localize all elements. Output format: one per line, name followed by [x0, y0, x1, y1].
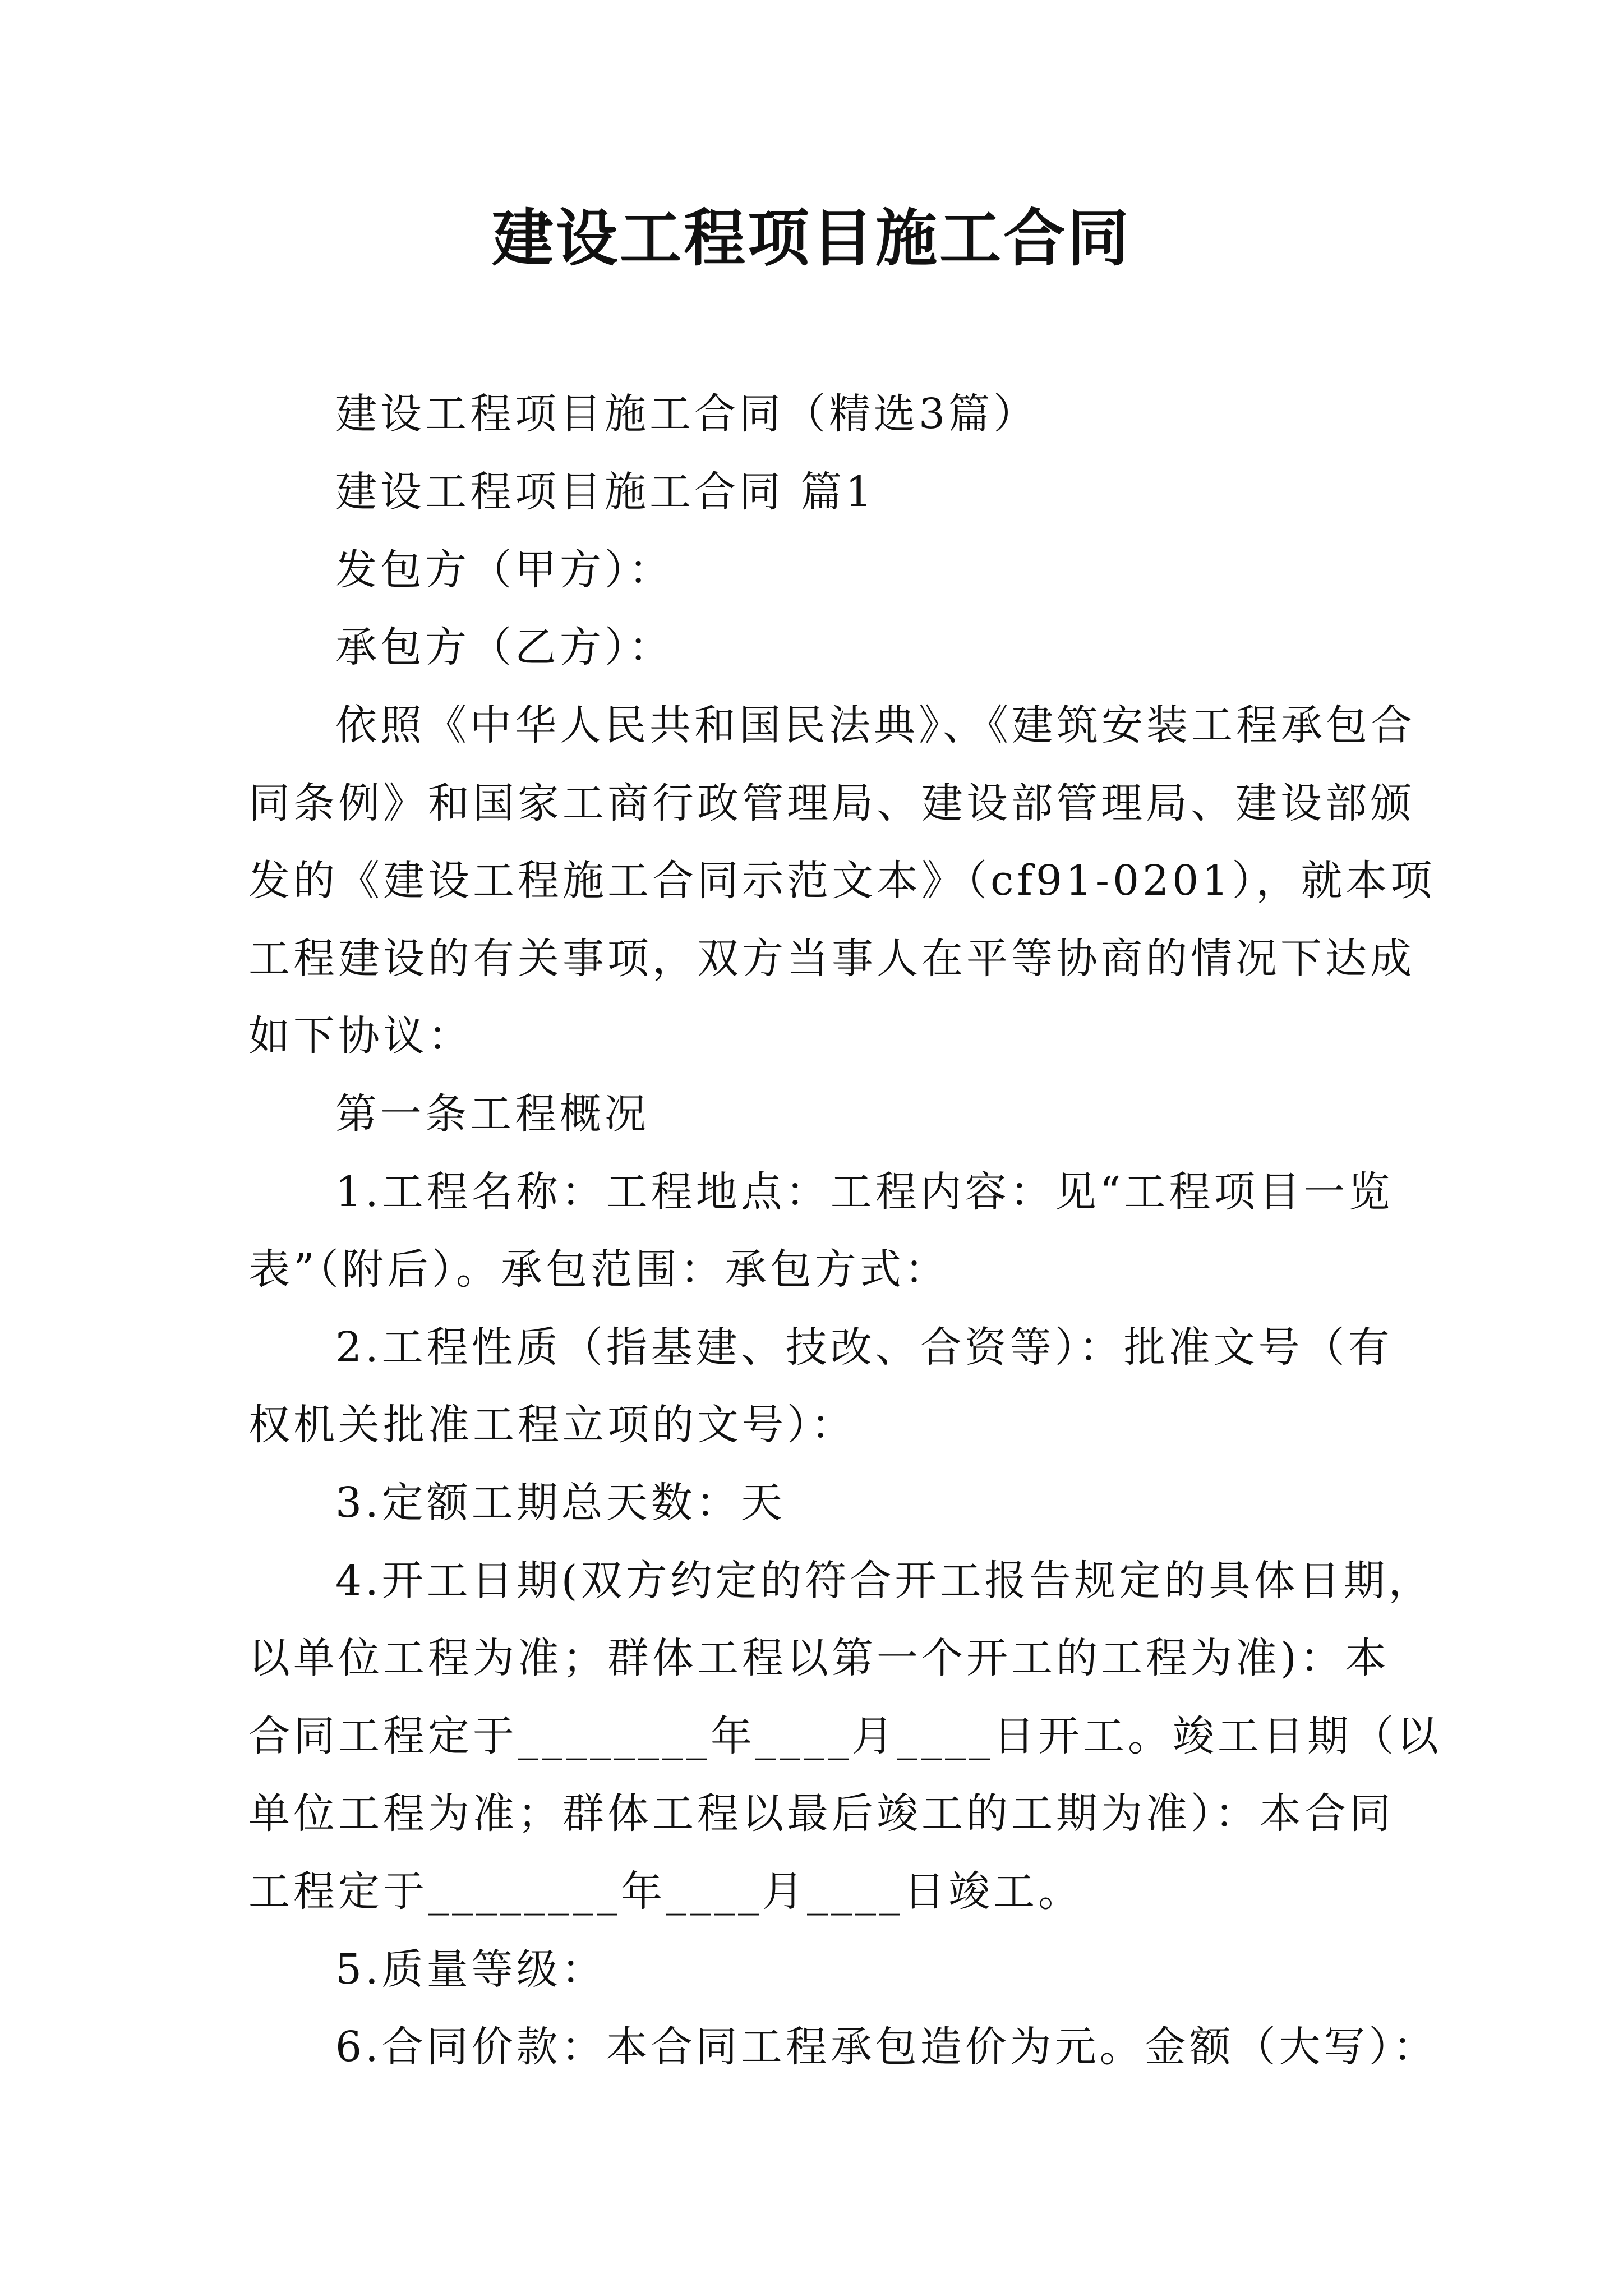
paragraph-line: 工程定于________年____月____日竣工。 [248, 1867, 1083, 1916]
paragraph-line: 单位工程为准；群体工程以最后竣工的工期为准）：本合同 [248, 1789, 1394, 1838]
paragraph-line: 6.合同价款：本合同工程承包造价为元。金额（大写）： [335, 2023, 1438, 2071]
paragraph-line: 发的《建设工程施工合同示范文本》（cf91-0201），就本项 [248, 857, 1436, 905]
section-heading: 第一条工程概况 [335, 1090, 649, 1138]
paragraph-line: 承包方（乙方）： [335, 623, 674, 671]
paragraph-line: 2.工程性质（指基建、技改、合资等）：批准文号（有 [335, 1323, 1393, 1372]
paragraph-line: 建设工程项目施工合同 篇1 [335, 468, 875, 516]
document-title: 建设工程项目施工合同 [492, 202, 1131, 274]
paragraph-line: 1.工程名称：工程地点：工程内容：见“工程项目一览 [335, 1168, 1394, 1216]
paragraph-line: 同条例》和国家工商行政管理局、建设部管理局、建设部颁 [248, 779, 1415, 827]
paragraph-line: 4.开工日期(双方约定的符合开工报告规定的具体日期， [335, 1557, 1433, 1605]
paragraph-line: 表”（附后）。承包范围：承包方式： [248, 1245, 949, 1294]
paragraph-line: 依照《中华人民共和国民法典》、《建筑安装工程承包合 [335, 701, 1415, 749]
paragraph-line: 3.定额工期总天数：天 [335, 1479, 786, 1527]
paragraph-line: 如下协议： [248, 1012, 473, 1060]
paragraph-line: 5.质量等级： [335, 1945, 606, 1994]
paragraph-line: 权机关批准工程立项的文号）： [248, 1401, 856, 1449]
paragraph-line: 建设工程项目施工合同（精选3篇） [335, 390, 1039, 438]
paragraph-line: 以单位工程为准；群体工程以第一个开工的工程为准)：本 [248, 1634, 1390, 1682]
paragraph-line: 发包方（甲方）： [335, 546, 674, 594]
paragraph-line: 工程建设的有关事项，双方当事人在平等协商的情况下达成 [248, 935, 1415, 983]
paragraph-line: 合同工程定于________年____月____日开工。竣工日期（以 [248, 1712, 1442, 1760]
